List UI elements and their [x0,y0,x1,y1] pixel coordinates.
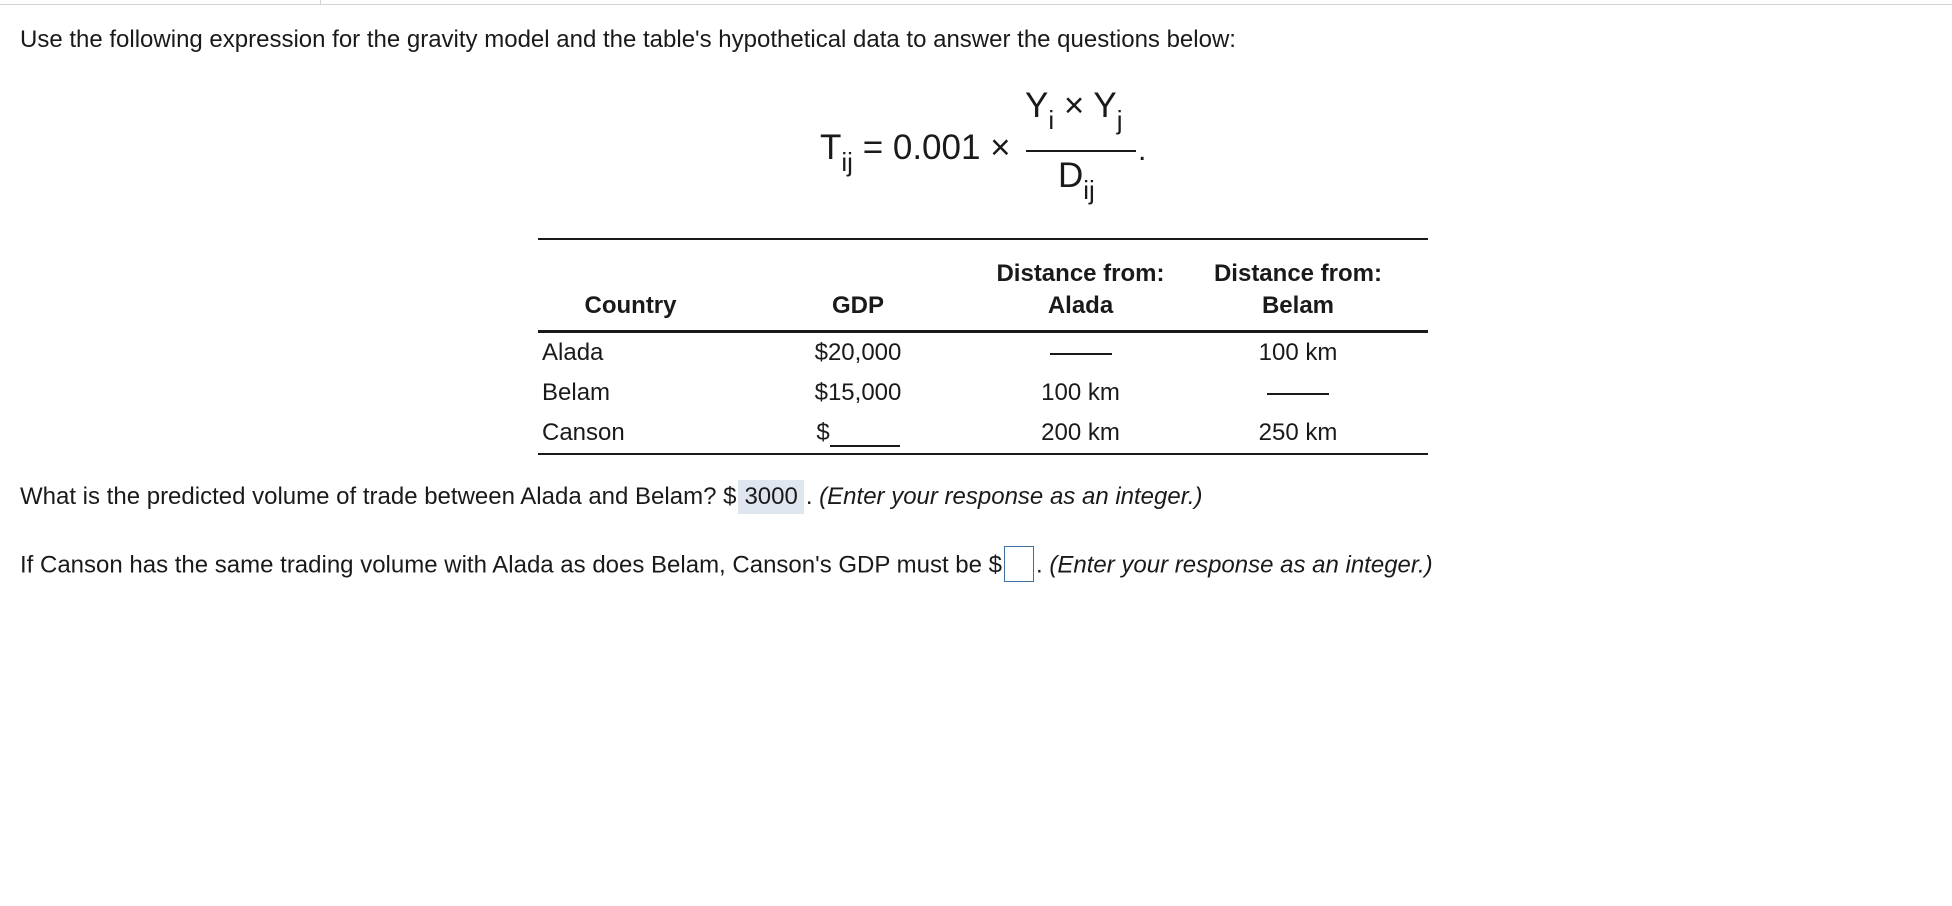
cell-gdp: $20,000 [814,339,902,366]
formula-yj-sub: j [1116,105,1123,135]
formula-times: × [1054,86,1094,125]
table-row [538,413,1428,454]
formula-d-sub: ij [1083,175,1095,205]
question-1-answer[interactable]: 3000 [738,480,803,514]
question-1-text: What is the predicted volume of trade between Alada and Belam? $ [20,483,737,510]
formula-yj: Y [1093,86,1117,125]
fraction-bar [1026,150,1136,152]
question-2-period: . [1036,551,1043,579]
header-distance-belam [1168,239,1428,332]
header-distance-belam-line2: Belam [1261,292,1335,319]
cell-gdp [723,413,993,454]
formula-lhs [820,128,1011,177]
gdp-blank-line [830,425,900,447]
cell-distance-alada: 100 km [1041,379,1120,406]
formula-denominator [1058,156,1095,205]
top-divider [0,4,1952,5]
formula-t-sub: ij [841,147,853,177]
not-applicable-dash [1050,353,1112,355]
question-2 [20,550,1433,582]
formula-numerator [1025,86,1123,135]
country-data-table [538,238,1428,455]
formula-yi-sub: i [1048,105,1055,135]
header-distance-belam-line1: Distance from: [1213,260,1383,287]
question-1-note: (Enter your response as an integer.) [819,483,1203,510]
cell-distance-alada [993,332,1168,374]
cell-country: Alada [542,339,604,366]
top-divider-notch [320,0,321,5]
question-2-answer-input[interactable] [1004,546,1034,582]
not-applicable-dash [1267,393,1329,395]
question-1-period: . [805,483,813,510]
cell-distance-belam: 250 km [1258,419,1338,446]
table-header-row [538,239,1428,332]
formula-d: D [1058,156,1084,195]
header-distance-alada-line2: Alada [1047,292,1114,319]
cell-distance-belam [1168,373,1428,413]
table-row [538,332,1428,374]
gravity-formula [820,88,1150,218]
cell-gdp: $15,000 [814,379,902,406]
table-row [538,373,1428,413]
cell-distance-belam: 100 km [1258,339,1338,366]
formula-t: T [820,128,842,167]
cell-country: Belam [542,379,611,406]
header-distance-alada-line1: Distance from: [996,260,1165,287]
question-1 [20,480,1202,514]
formula-yi: Y [1025,86,1049,125]
formula-coefficient: = 0.001 × [862,128,1011,167]
gdp-dollar-sign: $ [816,419,830,446]
formula-period: . [1138,134,1147,167]
intro-text: Use the following expression for the gravity model and the table's hypothetical data to answer the questions below: [20,26,1236,53]
question-2-note: (Enter your response as an integer.) [1049,551,1433,579]
header-country: Country [538,239,723,332]
question-2-text: If Canson has the same trading volume with Alada as does Belam, Canson's GDP must be $ [20,551,1002,579]
cell-distance-alada: 200 km [1041,419,1120,446]
header-distance-alada [993,239,1168,332]
header-gdp: GDP [723,239,993,332]
cell-country: Canson [542,419,625,446]
